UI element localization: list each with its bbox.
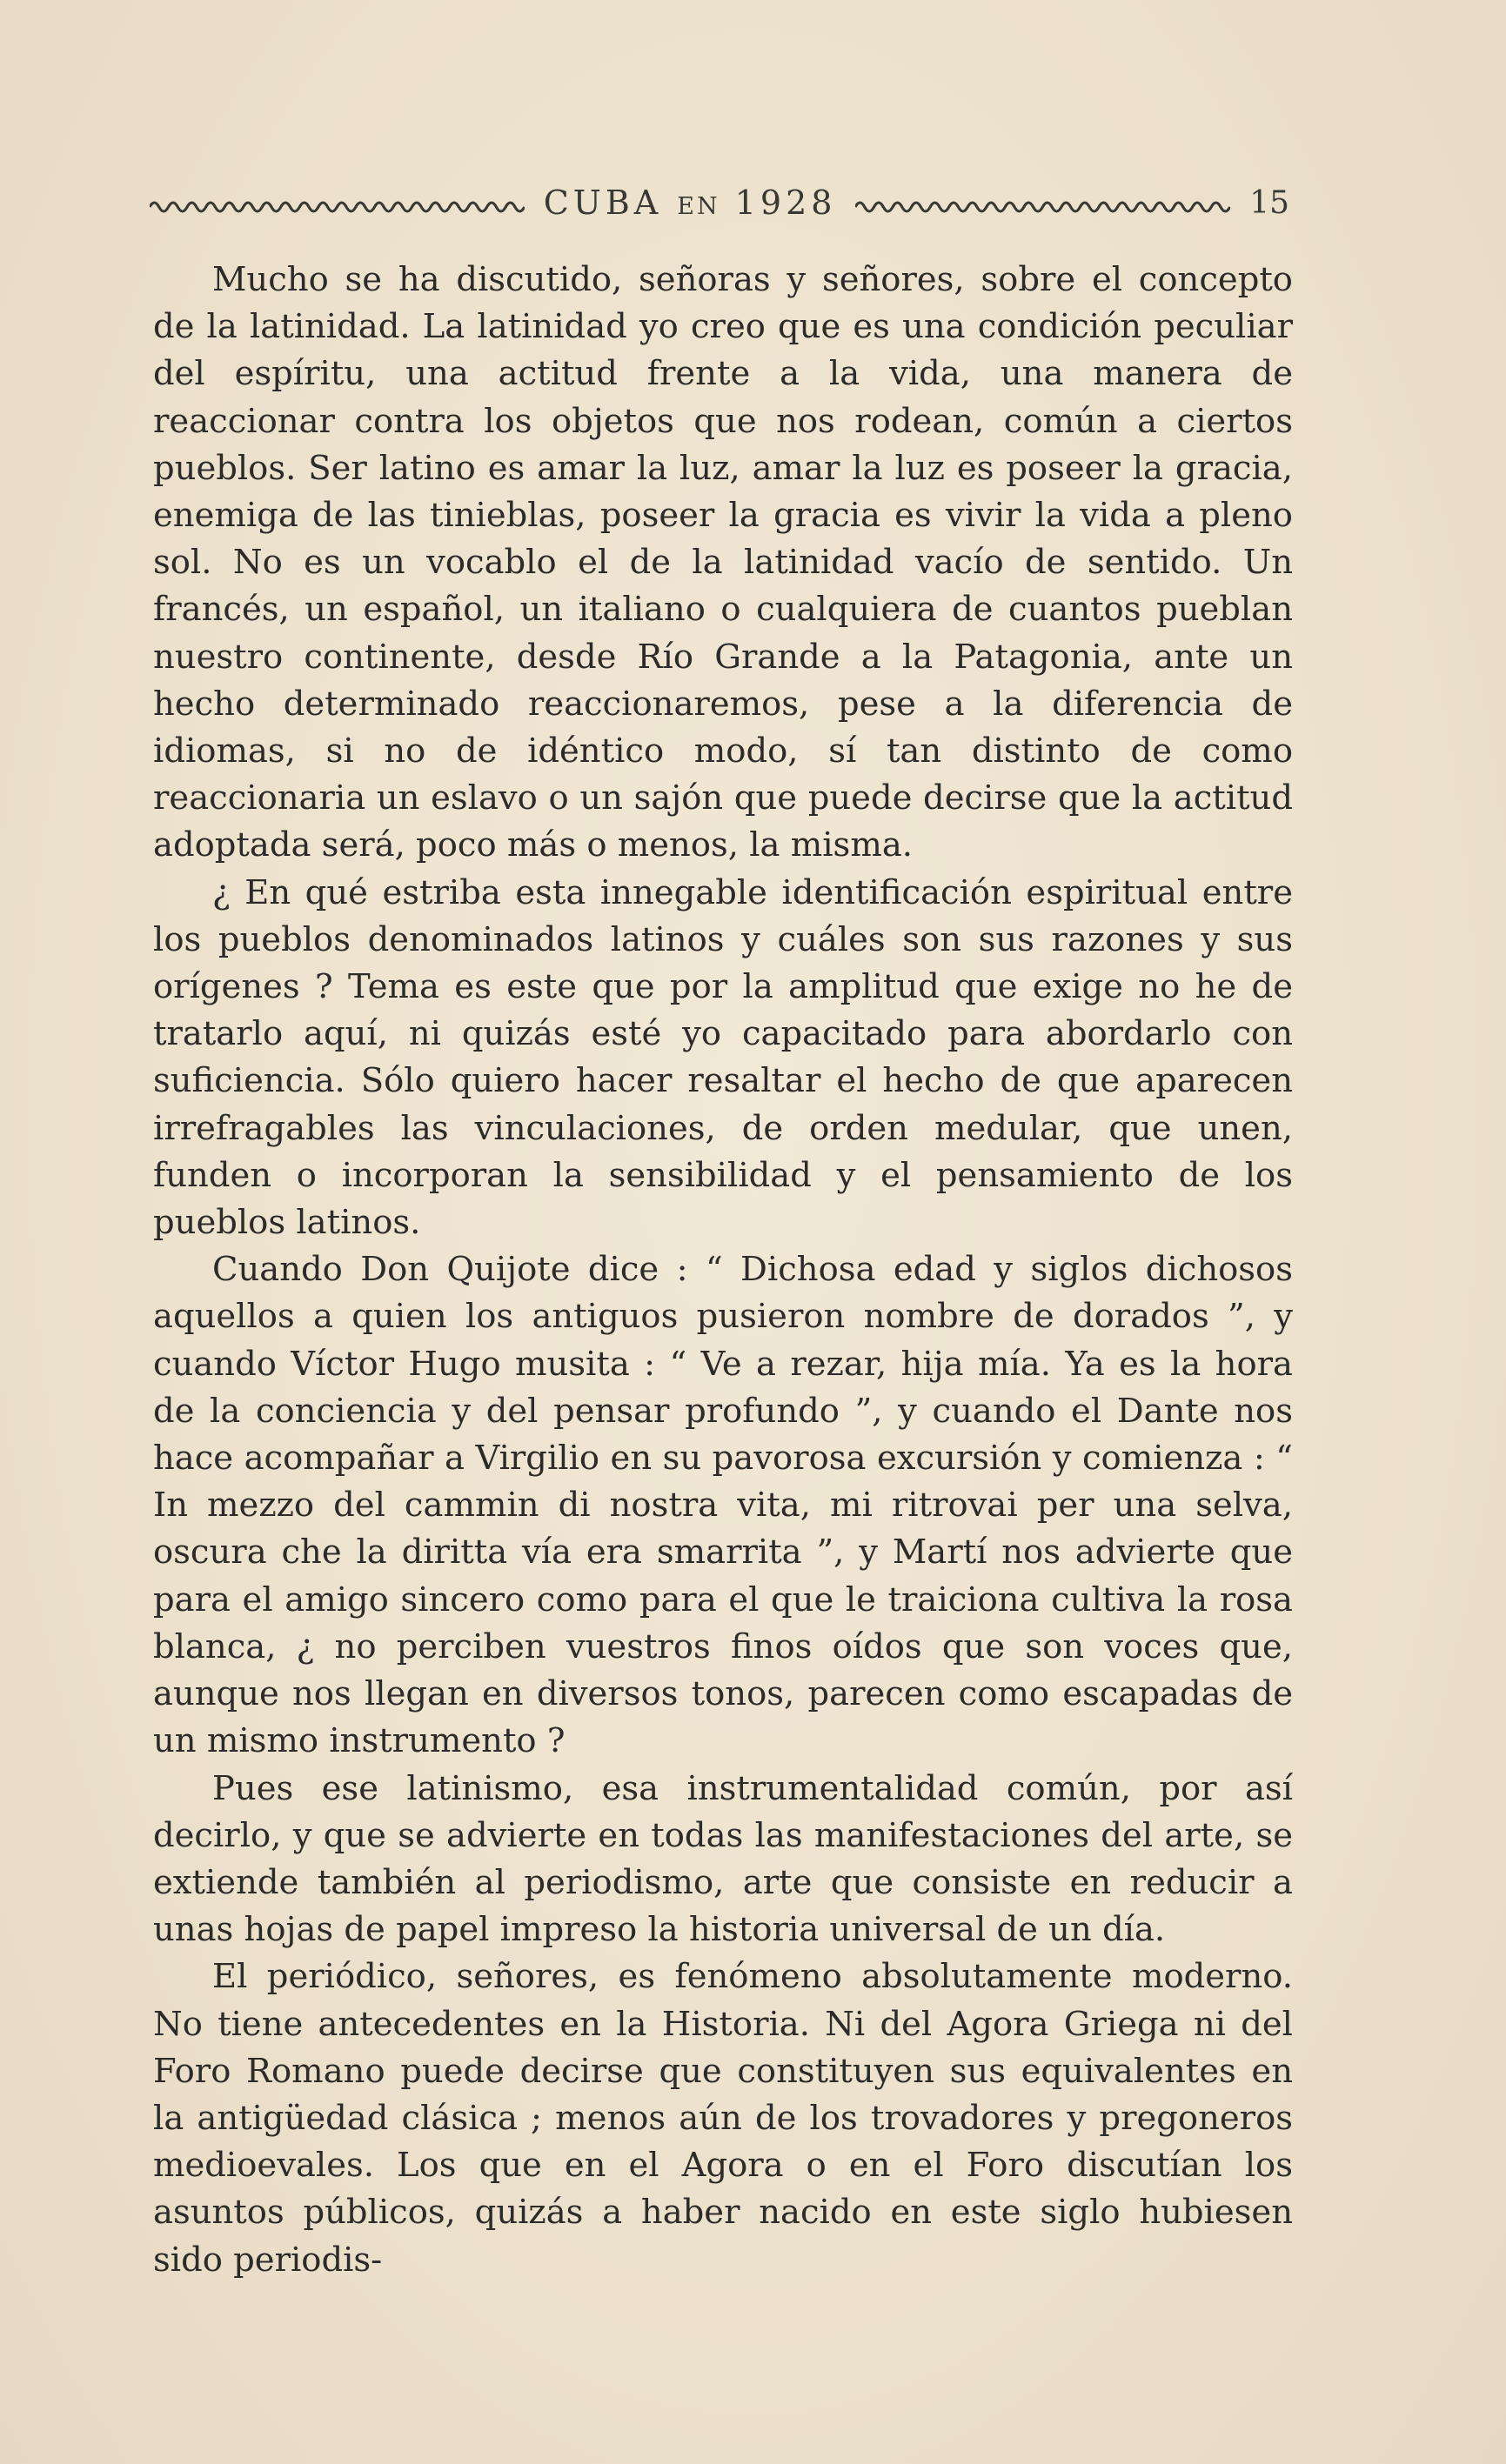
title-year: 1928 — [734, 184, 837, 222]
body-text — [153, 257, 1293, 2284]
paragraph: Pues ese latinismo, esa instrumentalidad común, por así decirlo, y que se advierte en todas las manifestaciones del arte, se extiende también al periodismo, arte que consiste en reducir a unas hojas de papel impreso la historia universal de un día. — [153, 1768, 1293, 1950]
paragraph: Mucho se ha discutido, señoras y señores, sobre el concepto de la latinidad. La latinidad yo creo que es una condición peculiar del espíritu, una actitud frente a la vida, una manera de reaccionar contra los objetos que nos rodean, común a ciertos pueblos. Ser latino es amar la luz, amar la luz es poseer la gracia, enemiga de las tinieblas, poseer la gracia es vivir la vida a pleno sol. No es un vocablo el de la latinidad vacío de sentido. Un francés, un español, un italiano o cualquiera de cuantos pueblan nuestro continente, desde Río Grande a la Patagonia, ante un hecho determinado reaccionaremos, pese a la diferencia de idiomas, si no de idéntico modo, sí tan distinto de como reaccionaria un eslavo o un sajón que puede decirse que la actitud adoptada será, poco más o menos, la misma. — [153, 260, 1293, 865]
page-number: 15 — [1249, 184, 1289, 221]
paragraph: Cuando Don Quijote dice : “ Dichosa edad y siglos dichosos aquellos a quien los antiguos pusieron nombre de dorados ”, y cuando Víctor Hugo musita : “ Ve a rezar, hija mía. Ya es la hora de la conciencia y del pensar profundo ”, y cuando el Dante nos hace acompañar a Virgilio en su pavorosa excursión y comienza : “ In mezzo del cammin di nostra vita, mi ritrovai per una selva, oscura che la diritta vía era smarrita ”, y Martí nos advierte que para el amigo sincero como para el que le traiciona cultiva la rosa blanca, ¿ no perciben vuestros finos oídos que son voces que, aunque nos llegan en diversos tonos, parecen como escapadas de un mismo instrumento ? — [153, 1250, 1293, 1761]
running-title — [525, 184, 856, 222]
title-cuba: CUBA — [543, 184, 663, 222]
wavy-ornament-left — [150, 197, 525, 214]
paragraph: El periódico, señores, es fenómeno absolutamente moderno. No tiene antecedentes en la Historia. Ni del Agora Griega ni del Foro Romano puede decirse que constituyen sus equivalentes en la antigüedad clásica ; menos aún de los trovadores y pregoneros medioevales. Los que en el Agora o en el Foro discutían los asuntos públicos, quizás a haber nacido en este siglo hubiesen sido periodis- — [153, 1957, 1293, 2280]
wavy-ornament-right — [855, 197, 1230, 214]
title-en: EN — [677, 193, 720, 220]
paragraph: ¿ En qué estriba esta innegable identificación espiritual entre los pueblos denominados latinos y cuáles son sus razones y sus orígenes ? Tema es este que por la amplitud que exige no he de tratarlo aquí, ni quizás esté yo capacitado para abordarlo con suficiencia. Sólo quiero hacer resaltar el hecho de que aparecen irrefragables las vinculaciones, de orden medular, que unen, funden o incorporan la sensibilidad y el pensamiento de los pueblos latinos. — [153, 872, 1293, 1243]
running-header — [150, 178, 1289, 227]
